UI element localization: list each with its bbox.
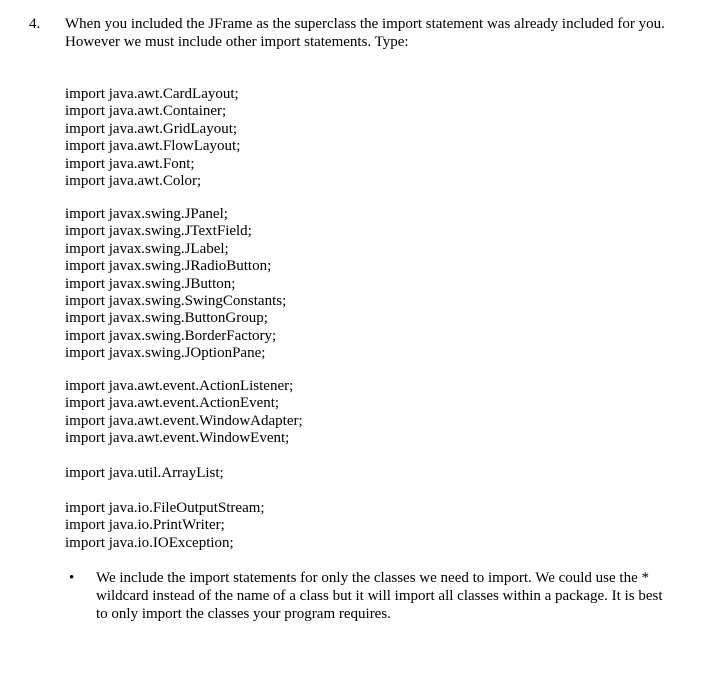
import-line: import java.io.PrintWriter; <box>65 517 225 534</box>
step-instructions-line: However we must include other import statements. Type: <box>65 34 409 50</box>
note-line: to only import the classes your program requires. <box>96 606 391 622</box>
note-line: We include the import statements for only the classes we need to import. We could use the * <box>96 570 650 586</box>
import-line: import javax.swing.JTextField; <box>65 223 252 240</box>
event-imports <box>65 378 303 448</box>
step-number: 4. <box>29 16 41 32</box>
util-imports <box>65 465 224 482</box>
import-line: import javax.swing.ButtonGroup; <box>65 310 268 327</box>
note-line: wildcard instead of the name of a class but it will import all classes within a package. It is best <box>96 588 663 604</box>
import-line: import javax.swing.JOptionPane; <box>65 345 266 362</box>
note-paragraph <box>96 569 681 623</box>
import-line: import javax.swing.JPanel; <box>65 206 228 222</box>
import-line: import javax.swing.JRadioButton; <box>65 258 272 275</box>
import-line: import java.awt.CardLayout; <box>65 86 239 102</box>
import-line: import javax.swing.SwingConstants; <box>65 292 287 309</box>
import-line: import java.io.IOException; <box>65 534 234 551</box>
import-line: import java.awt.Font; <box>65 155 195 172</box>
import-line: import java.awt.Container; <box>65 103 227 120</box>
import-line: import java.awt.event.ActionEvent; <box>65 395 280 412</box>
bullet-icon: • <box>69 570 75 586</box>
swing-imports <box>65 206 286 363</box>
import-line: import java.awt.event.WindowEvent; <box>65 430 290 447</box>
import-line: import java.awt.event.ActionListener; <box>65 378 294 394</box>
import-line: import javax.swing.BorderFactory; <box>65 327 277 344</box>
import-line: import java.util.ArrayList; <box>65 465 224 481</box>
import-line: import java.awt.GridLayout; <box>65 120 238 137</box>
io-imports <box>65 500 265 552</box>
awt-imports <box>65 86 240 190</box>
step-instructions-line: When you included the JFrame as the superclass the import statement was already included for you. <box>65 16 665 32</box>
import-line: import javax.swing.JLabel; <box>65 240 229 257</box>
import-line: import java.awt.event.WindowAdapter; <box>65 412 303 429</box>
import-line: import java.awt.FlowLayout; <box>65 138 241 155</box>
step-instructions <box>65 15 685 51</box>
import-line: import java.awt.Color; <box>65 172 202 189</box>
import-line: import javax.swing.JButton; <box>65 275 236 292</box>
import-line: import java.io.FileOutputStream; <box>65 500 265 516</box>
